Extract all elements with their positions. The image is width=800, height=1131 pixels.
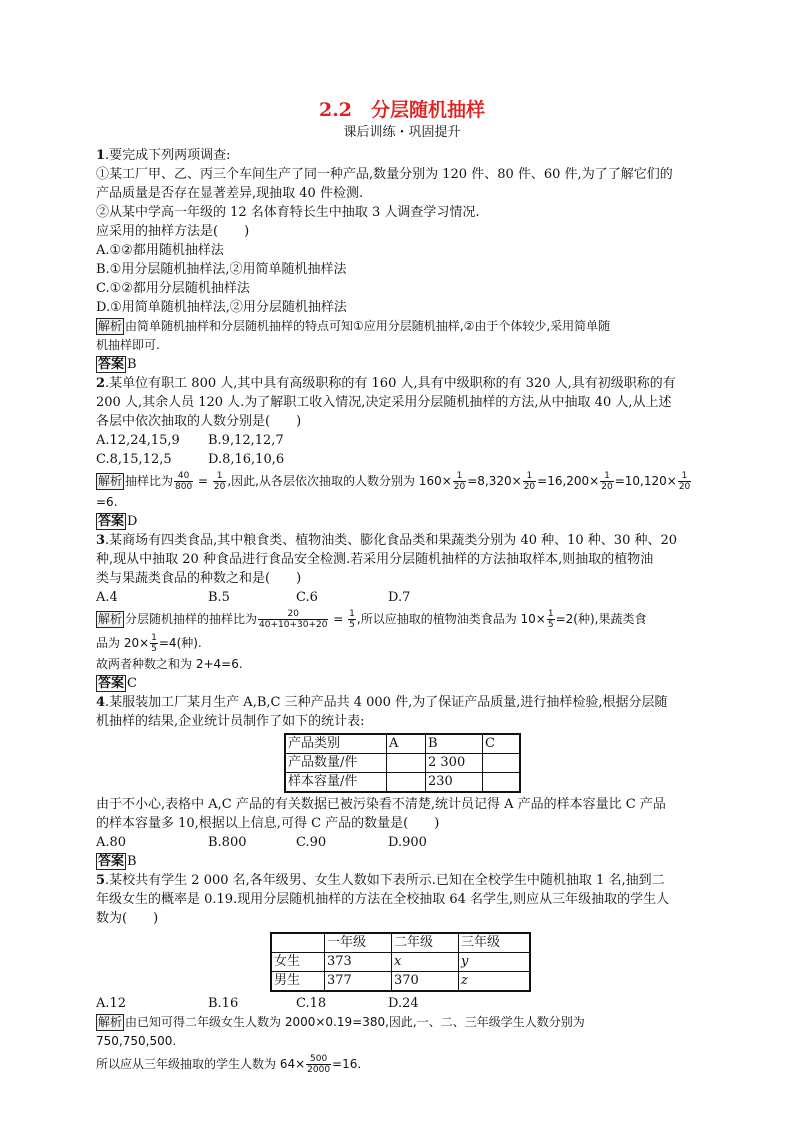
table-cell: 370 [392, 972, 459, 992]
table-cell: 377 [325, 972, 392, 992]
option: B.16 [208, 996, 239, 1011]
option: D.900 [388, 835, 427, 850]
answer-tag: 答案 [98, 676, 125, 691]
table-cell: 产品数量/件 [285, 754, 387, 773]
question-text: 5.某校共有学生 2 000 名,各年级男、女生人数如下表所示.已知在全校学生中随机抽取 1 名,抽到二 [96, 873, 665, 888]
question-4 [96, 693, 708, 871]
question-text: 机抽样的结果,企业统计员制作了如下的统计表: [96, 714, 365, 729]
question-text: 类与果蔬类食品的种数之和是( ) [96, 571, 302, 586]
table-row [285, 773, 520, 793]
fraction: $\frac{1}{5}$ [151, 633, 157, 654]
analysis-tag: 解析 [98, 612, 123, 626]
option: B.5 [208, 590, 230, 605]
question-number: 4 [96, 695, 106, 710]
table-cell [483, 773, 521, 793]
question-text: 年级女生的概率是 0.19.现用分层随机抽样的方法在全校抽取 64 名学生,则应从三年级抽取的学生人 [96, 892, 670, 907]
solution-continued: 所以应从三年级抽取的学生人数为 64× $\frac{500}{2000}$ =16. [96, 1054, 362, 1075]
options-row [96, 994, 708, 1013]
question-text: 的样本容量多 10,根据以上信息,可得 C 产品的数量是( ) [96, 816, 440, 831]
answer [96, 512, 708, 531]
answer [96, 852, 708, 871]
answer-tag: 答案 [98, 357, 125, 372]
table-cell: z [459, 972, 531, 992]
table-cell: 2 300 [426, 754, 483, 773]
analysis-tag: 解析 [98, 319, 123, 333]
option: B.800 [208, 835, 247, 850]
analysis-tag: 解析 [98, 1015, 123, 1029]
fraction: $\frac{1}{20}$ [678, 471, 691, 492]
table-cell [387, 773, 426, 793]
question-number: 3 [96, 533, 106, 548]
question-text: 由于不小心,表格中 A,C 产品的有关数据已被污染看不清楚,统计员记得 A 产品的样本容量比 C 产品 [96, 797, 666, 812]
table-cell: 样本容量/件 [285, 773, 387, 793]
table-cell: A [387, 734, 426, 754]
solution-continued: =6. [96, 495, 118, 509]
question-number: 5 [96, 873, 106, 888]
answer-value: C [127, 676, 137, 691]
option: C.8,15,12,5 [96, 452, 172, 467]
solution: 解析 由简单随机抽样和分层随机抽样的特点可知①应用分层随机抽样,②由于个体较少,采用简单随 [98, 319, 611, 333]
student-table [270, 932, 531, 992]
solution: 解析 分层随机抽样的抽样比为 $\frac{20}{40+10+30+20}$ = $\frac{1}{5}$ ,所以应抽取的植物油类食品为 10× $\frac{1}{5}$ =2(种),果蔬类食 [98, 609, 647, 630]
option: C.90 [296, 835, 327, 850]
table-row [285, 734, 520, 754]
table-row [271, 953, 530, 972]
table-cell: y [459, 953, 531, 972]
option: C.①②都用分层随机抽样法 [96, 281, 250, 296]
solution: 解析 由已知可得二年级女生人数为 2000×0.19=380,因此,一、二、三年级学生人数分别为 [98, 1015, 585, 1029]
question-text: 2.某单位有职工 800 人,其中具有高级职称的有 160 人,具有中级职称的有 320 人,具有初级职称的有 [96, 376, 676, 391]
table-cell: 二年级 [392, 933, 459, 953]
option: A.4 [96, 590, 118, 605]
table-cell: 三年级 [459, 933, 531, 953]
fraction: $\frac{1}{5}$ [349, 609, 355, 630]
question-text: ①某工厂甲、乙、丙三个车间生产了同一种产品,数量分别为 120 件、80 件、60 件,为了了解它们的 [96, 167, 673, 182]
question-stem: 1.要完成下列两项调查: [96, 148, 231, 163]
solution-continued: 故两者种数之和为 2+4=6. [96, 657, 243, 671]
table-cell [483, 754, 521, 773]
solution-continued: 机抽样即可. [96, 338, 160, 352]
fraction: $\frac{1}{20}$ [213, 471, 226, 492]
answer [96, 674, 708, 693]
question-3 [96, 531, 708, 693]
option: A.①②都用随机抽样法 [96, 243, 224, 258]
question-text: 产品质量是否存在显著差异,现抽取 40 件检测. [96, 186, 364, 201]
fraction: $\frac{1}{20}$ [453, 471, 466, 492]
table-cell: 女生 [271, 953, 325, 972]
question-5 [96, 871, 708, 1077]
table-cell [271, 933, 325, 953]
answer-tag: 答案 [98, 854, 125, 869]
option: D.8,16,10,6 [208, 452, 285, 467]
option: B.①用分层随机抽样法,②用简单随机抽样法 [96, 262, 347, 277]
fraction: $\frac{1}{20}$ [601, 471, 613, 492]
option: C.6 [296, 590, 318, 605]
product-table [284, 733, 521, 793]
question-1 [96, 146, 708, 374]
option: A.12 [96, 996, 127, 1011]
option: B.9,12,12,7 [208, 433, 284, 448]
table-cell: 男生 [271, 972, 325, 992]
table-cell: 产品类别 [285, 734, 387, 754]
question-text: 4.某服装加工厂某月生产 A,B,C 三种产品共 4 000 件,为了保证产品质量,进行抽样检验,根据分层随 [96, 695, 668, 710]
solution: 解析 抽样比为 $\frac{40}{800}$ = $\frac{1}{20}$ ,因此,从各层依次抽取的人数分别为 160× $\frac{1}{20}$ =8,320× $\frac{1}{20}$ =16,200× $\frac{1}{20}$ =10,120× $\frac{1}{20}$ [98, 471, 691, 492]
option: D.24 [388, 996, 419, 1011]
table-row [271, 933, 530, 953]
fraction: $\frac{500}{2000}$ [307, 1054, 331, 1075]
page-subtitle: 课后训练・巩固提升 [343, 125, 461, 140]
option: D.①用简单随机抽样法,②用分层随机抽样法 [96, 300, 347, 315]
question-number: 1 [96, 148, 106, 163]
fraction: $\frac{40}{800}$ [175, 471, 193, 492]
options-row [96, 431, 708, 450]
question-text: 数为( ) [96, 911, 159, 926]
question-number: 2 [96, 376, 106, 391]
options-row [96, 588, 708, 607]
table-row [271, 972, 530, 992]
answer-tag: 答案 [98, 514, 125, 529]
table-cell [387, 754, 426, 773]
option: C.18 [296, 996, 327, 1011]
options-row [96, 450, 708, 469]
answer-value: D [127, 514, 138, 529]
table-row [285, 754, 520, 773]
question-text: 应采用的抽样方法是( ) [96, 224, 250, 239]
analysis-tag: 解析 [98, 474, 123, 488]
answer-value: B [127, 854, 137, 869]
question-2 [96, 374, 708, 531]
option: D.7 [388, 590, 411, 605]
question-text: 各层中依次抽取的人数分别是( ) [96, 414, 302, 429]
table-cell: 373 [325, 953, 392, 972]
answer [96, 355, 708, 374]
table-cell: 230 [426, 773, 483, 793]
fraction: $\frac{20}{40+10+30+20}$ [259, 609, 328, 630]
question-text: 200 人,其余人员 120 人.为了解职工收入情况,决定采用分层随机抽样的方法,从中抽取 40 人,从上述 [96, 395, 672, 410]
table-cell: x [392, 953, 459, 972]
option: A.12,24,15,9 [96, 433, 180, 448]
question-text: ②从某中学高一年级的 12 名体育特长生中抽取 3 人调查学习情况. [96, 205, 480, 220]
table-cell: C [483, 734, 521, 754]
question-text: 3.某商场有四类食品,其中粮食类、植物油类、膨化食品类和果蔬类分别为 40 种、10 种、30 种、20 [96, 533, 678, 548]
answer-value: B [127, 357, 137, 372]
option: A.80 [96, 835, 127, 850]
fraction: $\frac{1}{20}$ [523, 471, 536, 492]
solution-continued: 品为 20× $\frac{1}{5}$ =4(种). [96, 633, 202, 654]
page-title: 2.2 分层随机抽样 [318, 99, 486, 121]
worksheet-page [96, 98, 708, 1077]
table-cell: 一年级 [325, 933, 392, 953]
table-cell: B [426, 734, 483, 754]
solution-continued: 750,750,500. [96, 1034, 177, 1048]
options-row [96, 833, 708, 852]
fraction: $\frac{1}{5}$ [547, 609, 554, 630]
question-text: 种,现从中抽取 20 种食品进行食品安全检测.若采用分层随机抽样的方法抽取样本,则抽取的植物油 [96, 552, 654, 567]
